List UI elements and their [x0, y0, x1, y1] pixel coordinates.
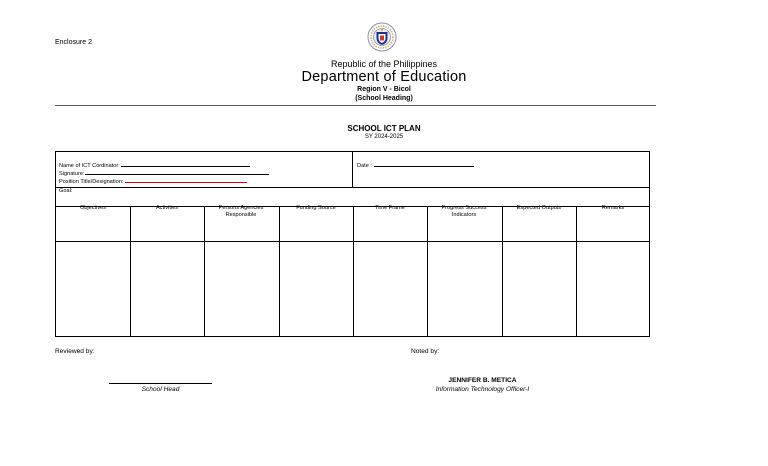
- signature-line[interactable]: [85, 169, 269, 175]
- position-field[interactable]: [59, 177, 247, 186]
- column-divider: [204, 206, 205, 336]
- column-header: Objectives: [79, 205, 107, 211]
- signature-label: Signature:: [59, 171, 85, 177]
- school-heading: (School Heading): [355, 95, 413, 102]
- header-divider: [55, 105, 656, 106]
- reviewed-by-label: Reviewed by:: [55, 348, 95, 355]
- noted-by-label: Noted by:: [411, 348, 440, 355]
- column-header: Activities: [155, 205, 179, 211]
- info-bottom-border: [56, 187, 649, 188]
- column-header: Expected Outputs: [516, 205, 562, 211]
- school-head-signature-line: [109, 383, 212, 384]
- column-divider: [427, 206, 428, 336]
- republic-heading: Republic of the Philippines: [330, 59, 438, 69]
- ict-plan-form: [55, 151, 650, 337]
- deped-seal-icon: [367, 22, 397, 52]
- info-divider: [352, 152, 353, 187]
- goal-label: Goal:: [59, 188, 73, 194]
- plan-title: SCHOOL ICT PLAN: [347, 124, 421, 133]
- column-divider: [353, 206, 354, 336]
- officer-title: Information Technology Officer-I: [435, 386, 530, 393]
- ict-coordinator-line[interactable]: [121, 161, 250, 167]
- column-divider: [502, 206, 503, 336]
- column-divider: [576, 206, 577, 336]
- ict-coordinator-label: Name of ICT Cordinator:: [59, 163, 120, 169]
- column-header: Remarks: [601, 205, 625, 211]
- position-label: Position Title/Designation:: [59, 179, 124, 185]
- column-header: Funding Source: [296, 205, 336, 211]
- date-field[interactable]: [357, 161, 474, 170]
- enclosure-label: Enclosure 2: [55, 39, 92, 46]
- department-heading: Department of Education: [301, 69, 467, 85]
- date-label: Date :: [357, 163, 372, 169]
- column-header: Progress Success Indicators: [441, 205, 487, 218]
- school-head-label: School Head: [141, 386, 180, 393]
- school-year: SY 2024-2025: [364, 134, 404, 140]
- column-header: Persons Agencies Responsible: [218, 205, 264, 218]
- region-heading: Region V - Bicol: [357, 86, 411, 93]
- column-header: Time Frame: [375, 205, 405, 211]
- date-line[interactable]: [374, 161, 474, 167]
- column-divider: [279, 206, 280, 336]
- position-line[interactable]: [125, 177, 247, 183]
- column-divider: [130, 206, 131, 336]
- officer-name: JENNIFER B. METICA: [448, 377, 517, 384]
